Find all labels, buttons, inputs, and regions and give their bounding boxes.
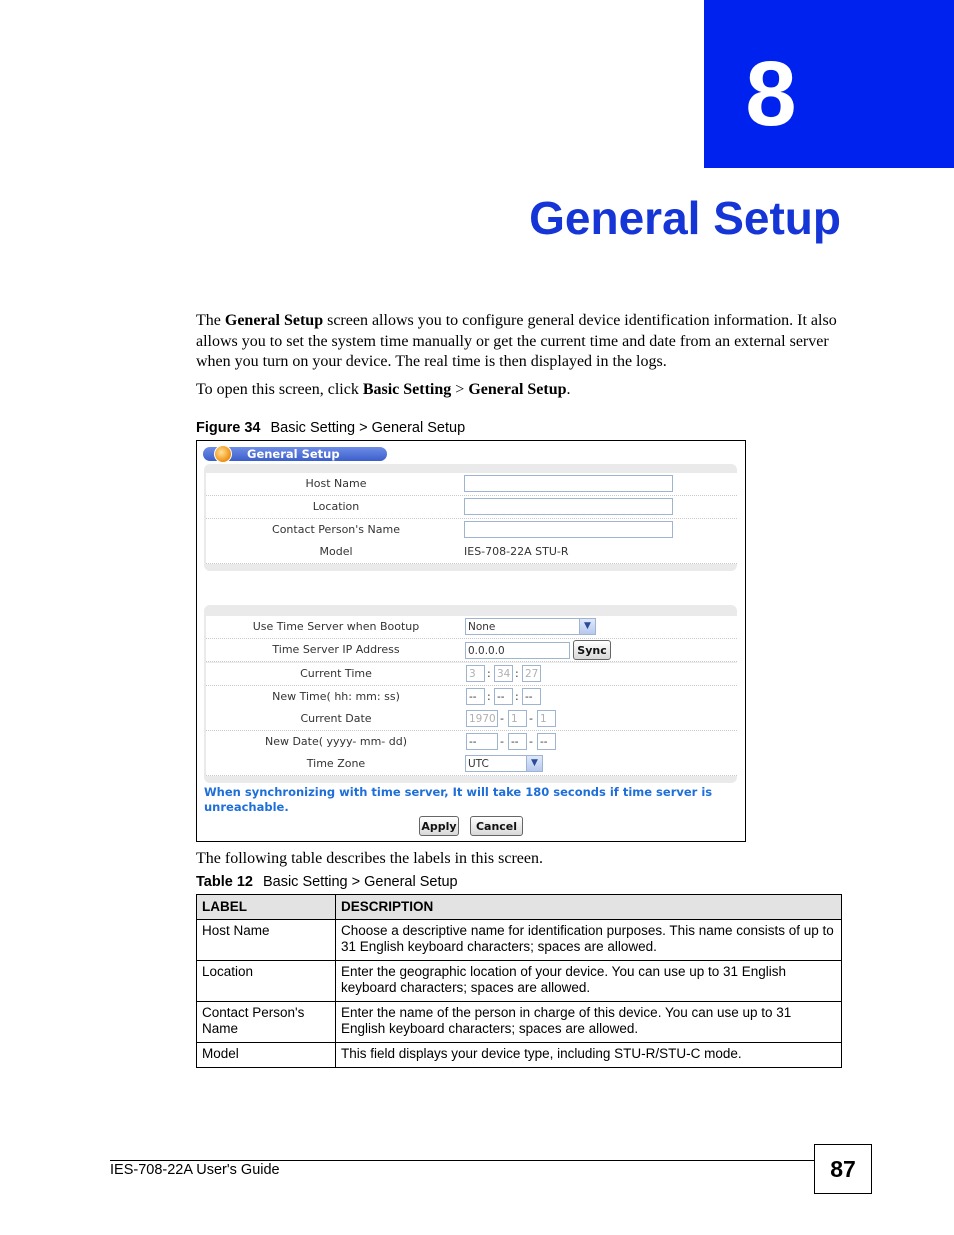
new-month-input[interactable]: -- [508, 733, 527, 750]
chevron-down-icon: ▼ [526, 756, 542, 771]
model-row [206, 541, 737, 564]
new-time-row [206, 686, 737, 709]
time-separator: : [515, 667, 519, 680]
header-description: DESCRIPTION [336, 895, 842, 920]
time-server-ip-row [206, 639, 737, 662]
intro-paragraph [196, 311, 844, 373]
new-time-label: New Time( hh: mm: ss) [272, 690, 400, 703]
model-label: Model [319, 545, 353, 558]
table-row [197, 920, 842, 961]
row-description: Enter the name of the person in charge of this device. You can use up to 31 English keyboard characters; spaces are allowed. [336, 1002, 842, 1043]
current-hour-field: 3 [466, 665, 485, 682]
table-header-row [197, 895, 842, 920]
time-server-ip-input[interactable] [465, 642, 570, 659]
sync-warning-note: When synchronizing with time server, It will take 180 seconds if time server is unreachable. [204, 785, 713, 814]
host-name-row [206, 473, 737, 496]
current-time-label: Current Time [300, 667, 372, 680]
figure-label: Figure 34 [196, 420, 261, 436]
time-zone-value: UTC [468, 758, 489, 770]
time-server-bootup-value: None [468, 621, 496, 633]
footer-divider [110, 1160, 815, 1161]
contact-label: Contact Person's Name [272, 523, 400, 536]
date-separator: - [500, 735, 504, 748]
new-second-input[interactable]: -- [522, 688, 541, 705]
time-server-ip-value: 0.0.0.0 [468, 645, 505, 657]
row-description: Choose a descriptive name for identification purposes. This name consists of up to 31 English keyboard characters; spaces are allowed. [336, 920, 842, 961]
sync-button[interactable]: Sync [573, 640, 611, 660]
location-label: Location [312, 500, 360, 513]
current-month-field: 1 [508, 710, 527, 727]
row-label: Location [197, 961, 336, 1002]
new-hour-input[interactable]: -- [466, 688, 485, 705]
banner-orb-icon [214, 445, 232, 463]
new-date-row [206, 731, 737, 754]
figure-caption-text: Basic Setting > General Setup [270, 420, 466, 436]
date-separator: - [500, 712, 504, 725]
row-label: Contact Person's Name [197, 1002, 336, 1043]
header-label: LABEL [197, 895, 336, 920]
table-row [197, 1043, 842, 1068]
current-day-field: 1 [537, 710, 556, 727]
table-caption-text: Basic Setting > General Setup [262, 874, 458, 890]
general-setup-screenshot [196, 440, 746, 842]
new-minute-input[interactable]: -- [494, 688, 513, 705]
host-name-label: Host Name [305, 477, 367, 490]
location-input[interactable] [464, 498, 673, 515]
intro-text: screen allows you to configure general device identification information. It also allows you to set the system time manually or get the current time and date from an external server when you turn on your device. The real time is then displayed in the logs. [196, 312, 837, 370]
date-separator: - [529, 712, 533, 725]
table-row [197, 961, 842, 1002]
location-row [206, 496, 737, 519]
instruction-text: . [566, 381, 571, 398]
current-year-field: 1970 [466, 710, 498, 727]
current-second-field: 27 [522, 665, 541, 682]
intro-text: The [196, 312, 225, 329]
time-separator: : [487, 667, 491, 680]
intro-bold: General Setup [224, 312, 324, 329]
banner-title: General Setup [247, 447, 340, 461]
contact-row [206, 519, 737, 542]
contact-input[interactable] [464, 521, 673, 538]
table-caption [196, 874, 458, 890]
time-server-bootup-label: Use Time Server when Bootup [252, 620, 420, 633]
time-zone-select[interactable] [465, 755, 543, 772]
figure-caption [196, 420, 465, 436]
row-description: This field displays your device type, including STU-R/STU-C mode. [336, 1043, 842, 1068]
instruction-text: To open this screen, click [196, 381, 363, 398]
table-intro: The following table describes the labels in this screen. [196, 850, 544, 867]
chevron-down-icon: ▼ [579, 619, 595, 634]
current-date-row [206, 708, 737, 731]
footer-guide-title: IES-708-22A User's Guide [110, 1162, 280, 1178]
new-day-input[interactable]: -- [537, 733, 556, 750]
date-separator: - [529, 735, 533, 748]
time-zone-label: Time Zone [306, 757, 366, 770]
label-description-table [196, 894, 842, 1068]
row-description: Enter the geographic location of your device. You can use up to 31 English keyboard characters; spaces are allowed. [336, 961, 842, 1002]
time-server-ip-label: Time Server IP Address [272, 643, 400, 656]
menu-path-separator: > [451, 381, 469, 398]
cancel-button[interactable]: Cancel [470, 816, 523, 836]
open-screen-paragraph [196, 380, 844, 401]
menu-path-basic-setting: Basic Setting [362, 381, 452, 398]
host-name-input[interactable] [464, 475, 673, 492]
chapter-number: 8 [745, 43, 797, 145]
time-separator: : [515, 690, 519, 703]
new-date-label: New Date( yyyy- mm- dd) [264, 735, 408, 748]
new-year-input[interactable]: -- [466, 733, 498, 750]
page-number: 87 [814, 1144, 872, 1194]
table-row [197, 1002, 842, 1043]
apply-button[interactable]: Apply [419, 816, 459, 836]
row-label: Host Name [197, 920, 336, 961]
time-server-bootup-select[interactable] [465, 618, 596, 635]
time-zone-row [206, 753, 737, 776]
model-value: IES-708-22A STU-R [464, 545, 569, 558]
current-date-label: Current Date [300, 712, 372, 725]
chapter-title: General Setup [529, 192, 841, 244]
time-separator: : [487, 690, 491, 703]
table-label: Table 12 [196, 874, 253, 890]
current-minute-field: 34 [494, 665, 513, 682]
time-server-bootup-row [206, 616, 737, 639]
row-label: Model [197, 1043, 336, 1068]
menu-path-general-setup: General Setup [468, 381, 567, 398]
current-time-row [206, 663, 737, 686]
